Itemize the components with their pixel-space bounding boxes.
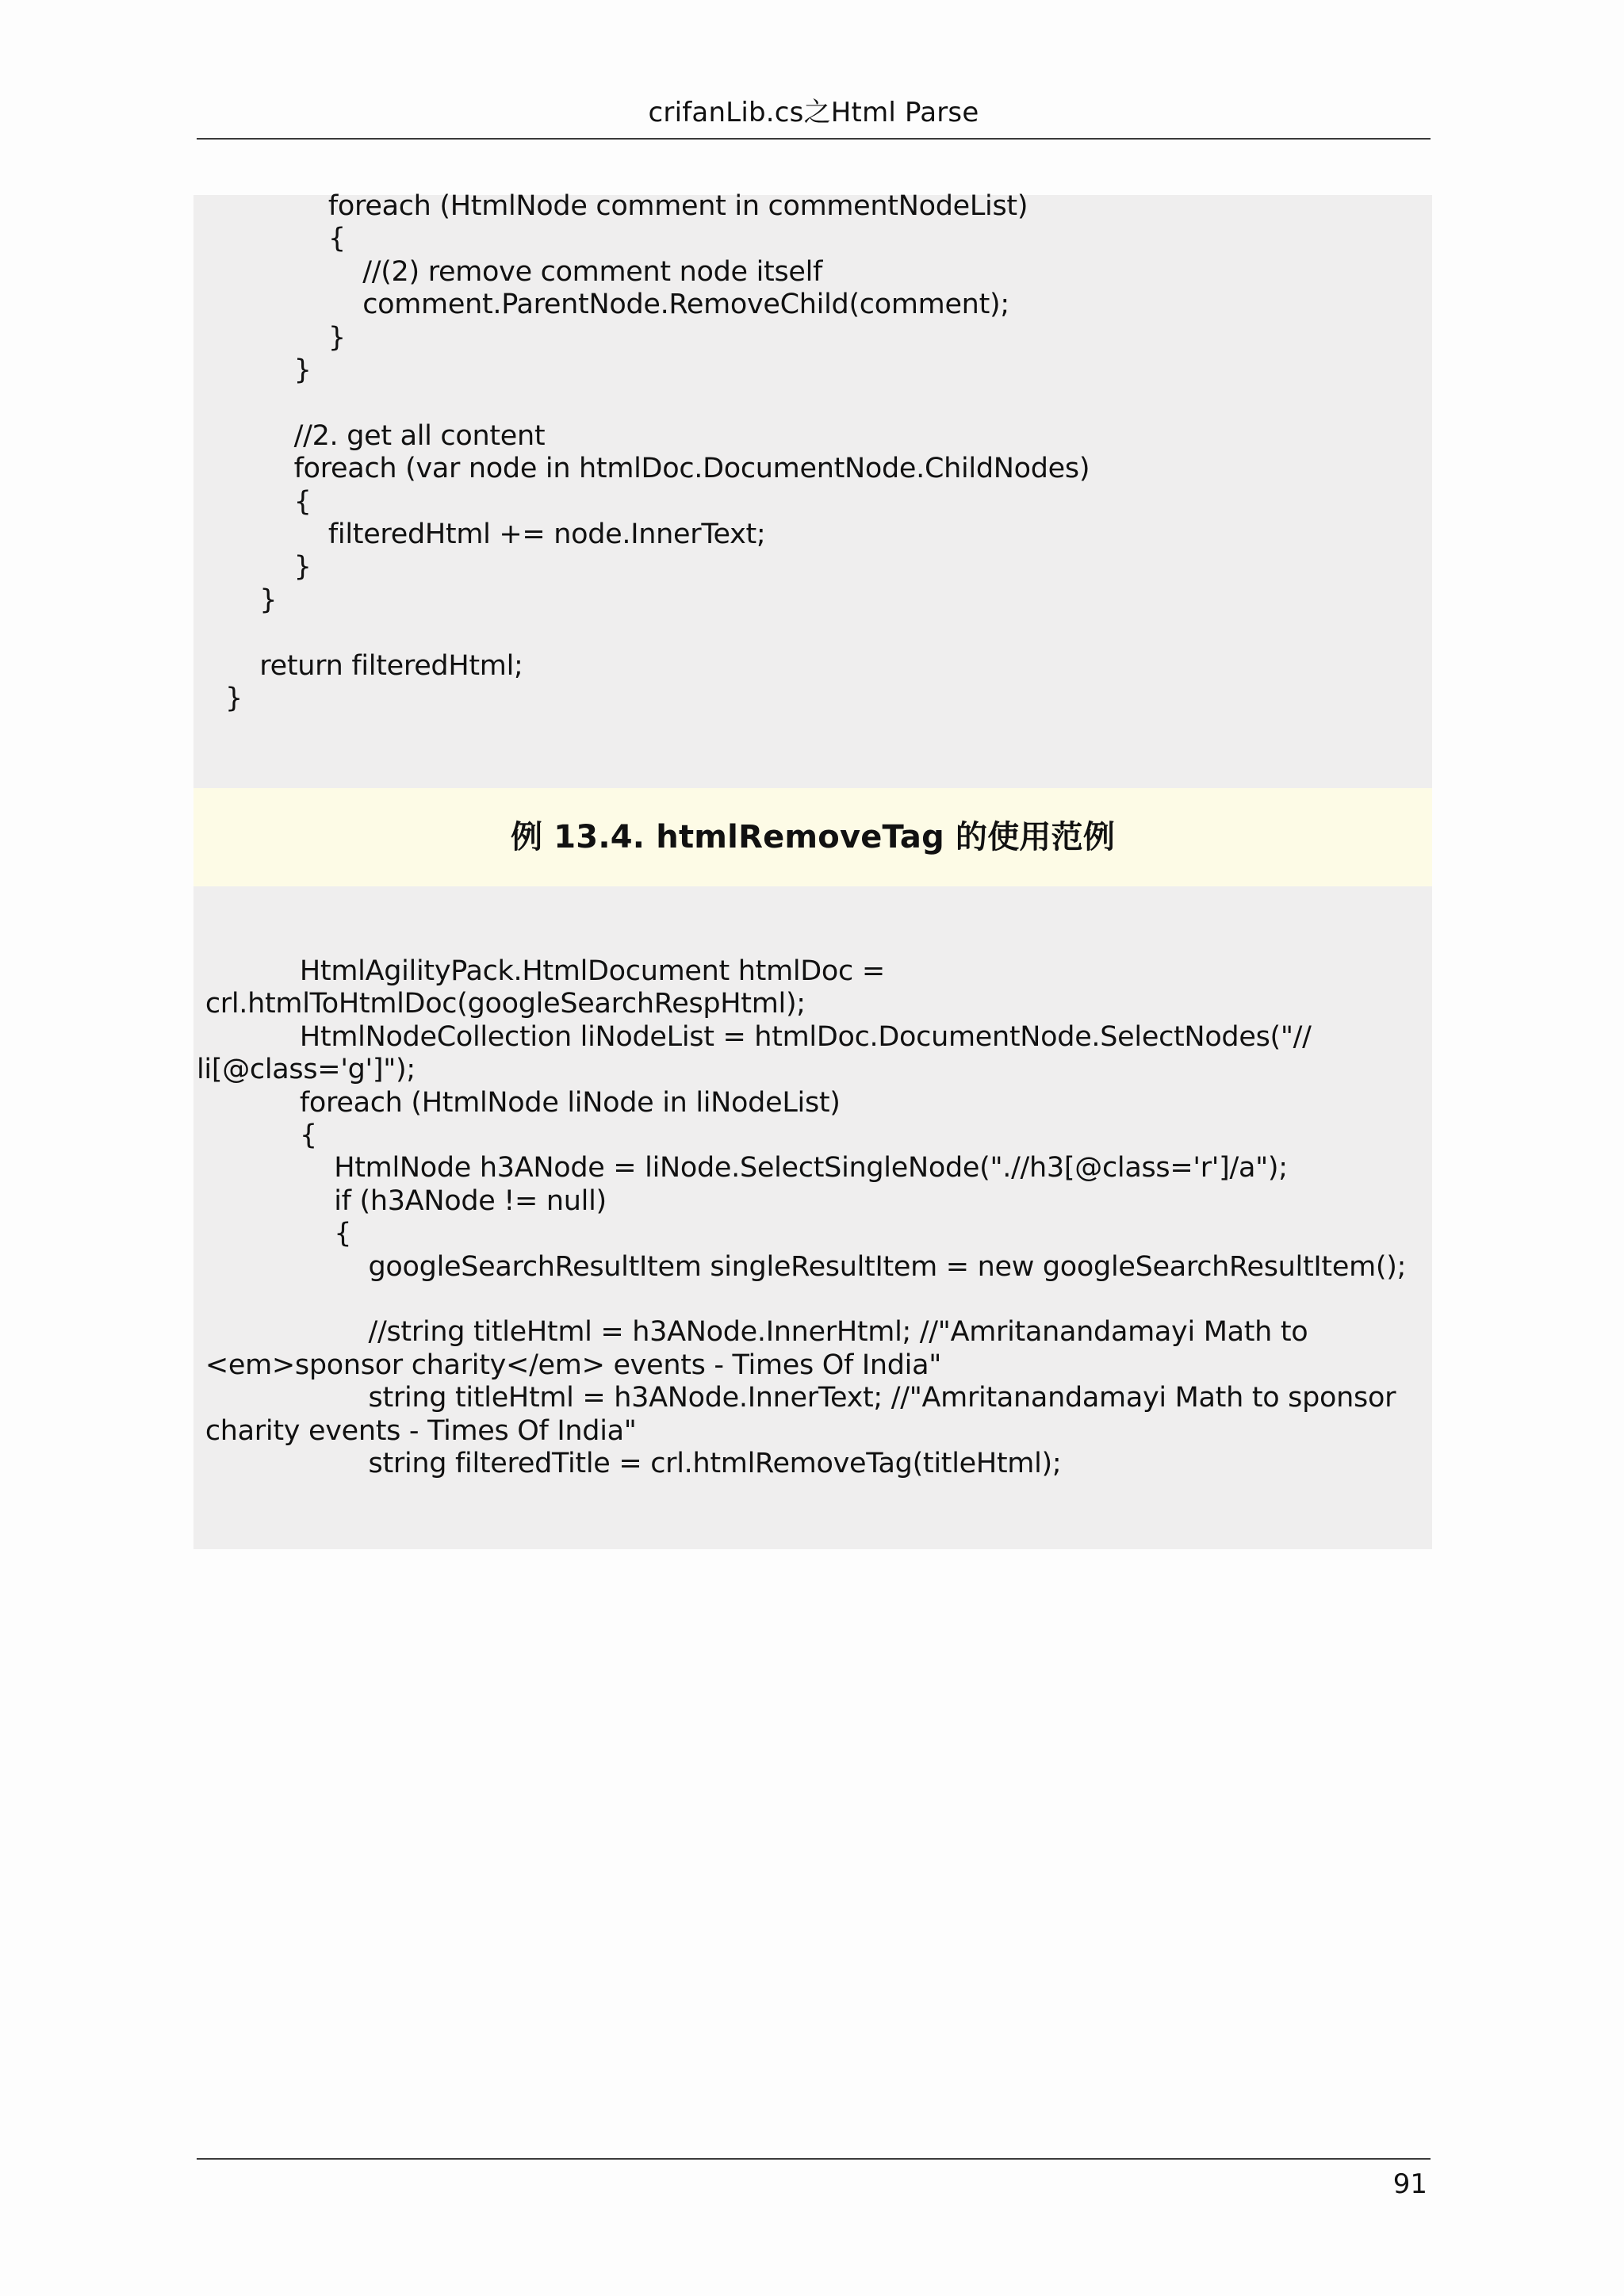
code-block-continued — [193, 190, 1432, 788]
page-header-title: crifanLib.cs之Html Parse — [648, 97, 979, 128]
page-header — [197, 94, 1431, 140]
example-title: 例 13.4. htmlRemoveTag 的使用范例 — [510, 819, 1116, 855]
page-footer — [197, 2158, 1431, 2202]
page-number: 91 — [1392, 2168, 1427, 2200]
example-title-bar — [193, 788, 1432, 886]
code-block-example — [193, 886, 1432, 1549]
code-listing: foreach (HtmlNode comment in commentNodeList) { //(2) remove comment node itself comment.ParentNode.RemoveChild(comment); } } //2. get all content foreach (var node in htmlDoc.DocumentNode.ChildNodes) { filteredHtml += node.InnerText; } } return filteredHtml; } — [225, 190, 1090, 715]
code-listing: HtmlAgilityPack.HtmlDocument htmlDoc = crl.htmlToHtmlDoc(googleSearchRespHtml); HtmlNodeCollection liNodeList = htmlDoc.DocumentNode.SelectNodes("// li[@class='g']"); foreach (HtmlNode liNode in liNodeList) { HtmlNode h3ANode = liNode.SelectSingleNode(".//h3[@class='r']/a"); if (h3ANode != null) { googleSearchResultItem singleResultItem = new googleSearchResultItem(); //string titleHtml = h3ANode.InnerHtml; //"Amritanandamayi Math to <em>sponsor charity</em> events - Times Of India" string titleHtml = h3ANode.InnerText; //"Amritanandamayi Math to sponsor charity events - Times Of India" string filteredTitle = crl.htmlRemoveTag(titleHtml); — [197, 955, 1407, 1480]
